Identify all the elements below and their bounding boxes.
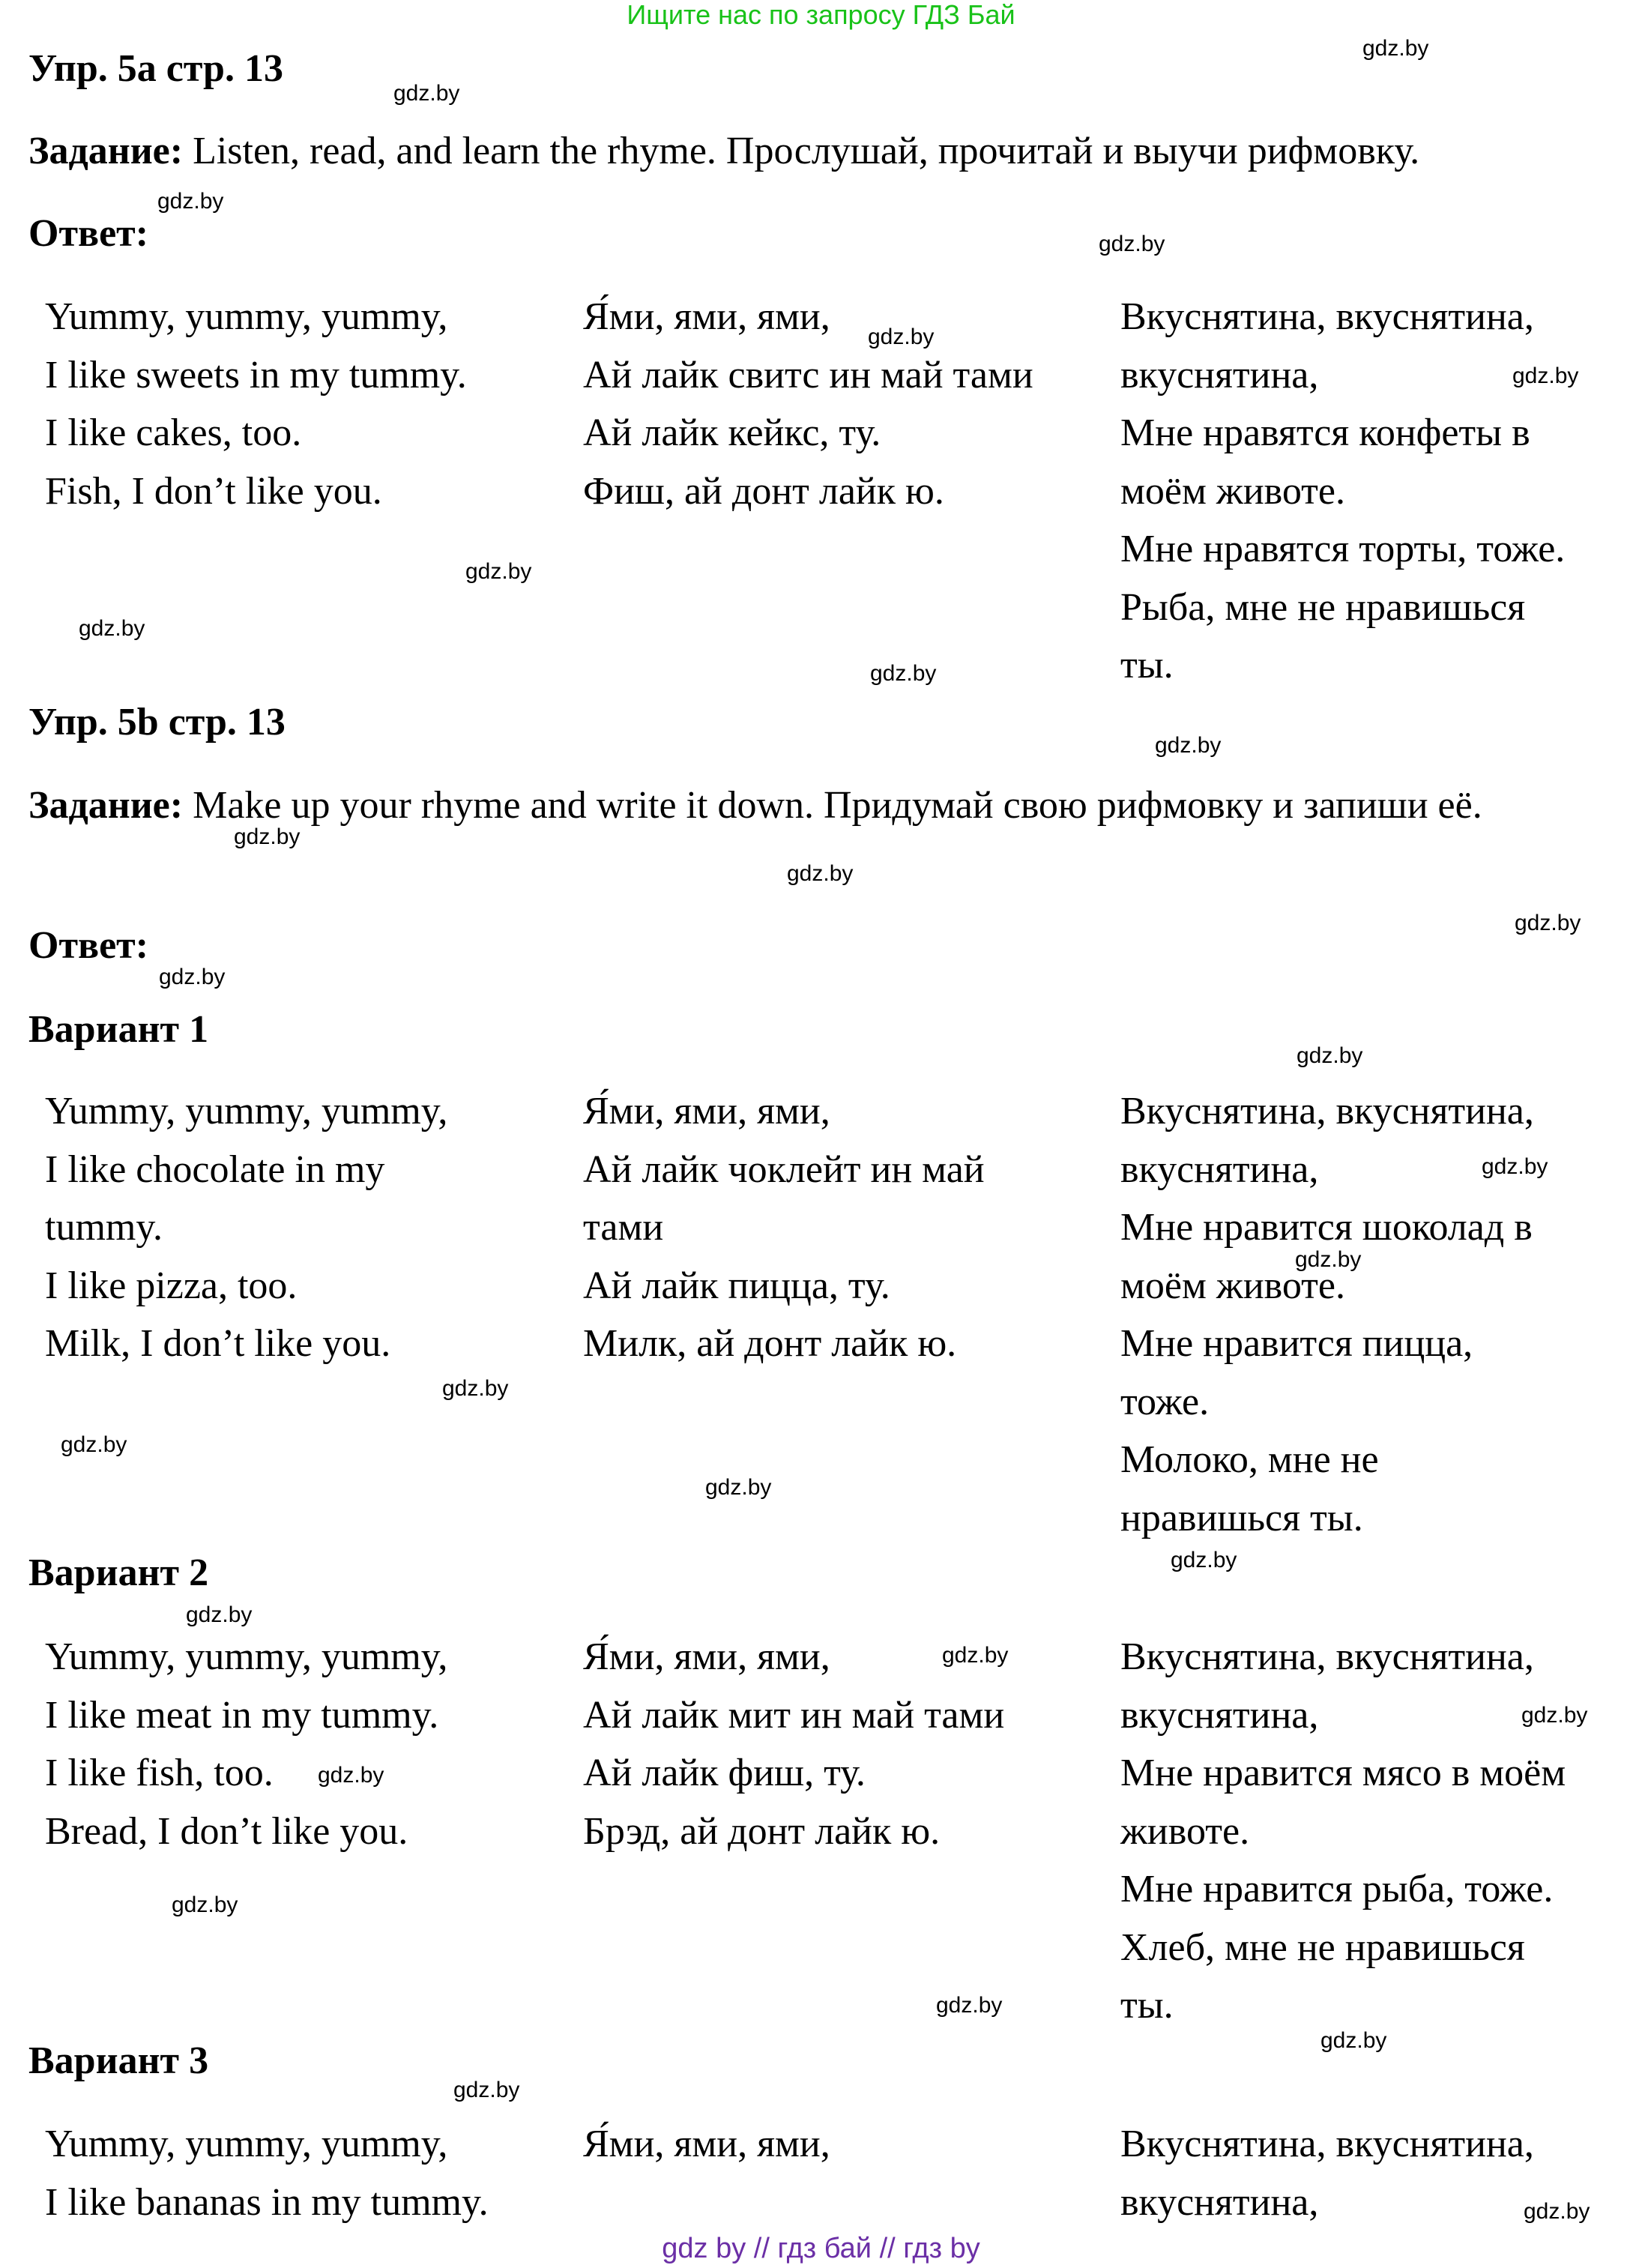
ex5b-answer-label: Ответ: (28, 924, 149, 967)
watermark: gdz.by (465, 559, 532, 584)
ex5b-task-text: Make up your rhyme and write it down. Придумай свою рифмовку и запиши её. (183, 784, 1482, 827)
watermark: gdz.by (870, 661, 937, 686)
english-line: Yummy, yummy, yummy, (45, 2123, 448, 2165)
footer-links[interactable]: gdz by // гдз бай // гдз by (662, 2233, 980, 2264)
watermark: gdz.by (1320, 2028, 1387, 2053)
translation-line: Вкуснятина, вкуснятина, (1120, 1090, 1534, 1133)
watermark: gdz.by (1171, 1548, 1237, 1572)
translation-line: Вкуснятина, вкуснятина, (1120, 295, 1534, 338)
ex5a-answer-label: Ответ: (28, 212, 149, 255)
watermark: gdz.by (787, 861, 854, 886)
variant-2-transcription-column (583, 1628, 1004, 1860)
translation-line: Мне нравится пицца, (1120, 1322, 1473, 1365)
ex5a-heading: Упр. 5a стр. 13 (28, 47, 283, 90)
translation-line: ты. (1120, 644, 1174, 687)
variant-1-translation-column (1120, 1082, 1534, 1547)
variant-2-translation-column (1120, 1628, 1566, 2035)
translation-line: Мне нравится мясо в моём (1120, 1752, 1566, 1794)
watermark: gdz.by (936, 1993, 1003, 2018)
watermark: gdz.by (234, 824, 301, 849)
ex5b-heading: Упр. 5b стр. 13 (28, 701, 286, 744)
english-line: I like cakes, too. (45, 411, 302, 454)
translation-line: Рыба, мне не нравишься (1120, 585, 1526, 629)
translation-line: Молоко, мне не (1120, 1438, 1379, 1481)
translation-line: Вкуснятина, вкуснятина, (1120, 1635, 1534, 1678)
variant-3-title: Вариант 3 (28, 2039, 209, 2082)
translation-line: животе. (1120, 1809, 1250, 1853)
english-line: Fish, I don’t like you. (45, 469, 382, 513)
translation-line: нравишься ты. (1120, 1496, 1363, 1539)
transcription-line: Ай лайк кейкс, ту. (583, 411, 881, 454)
translation-line: Мне нравится шоколад в (1120, 1206, 1533, 1249)
variant-2-english-column (45, 1628, 447, 1860)
watermark: gdz.by (172, 1892, 238, 1917)
transcription-line: Ай лайк чоклейт ин май (583, 1147, 985, 1191)
ex5a-english-column (45, 288, 467, 520)
ex5a-task (28, 122, 1640, 181)
english-line: Bread, I don’t like you. (45, 1809, 408, 1853)
variant-1-english-column (45, 1082, 447, 1373)
english-line: Milk, I don’t like you. (45, 1322, 391, 1365)
transcription-line: тами (583, 1206, 664, 1249)
watermark: gdz.by (159, 965, 226, 989)
transcription-line: Брэд, ай донт лайк ю. (583, 1809, 941, 1853)
ex5a-task-text: Listen, read, and learn the rhyme. Прослушай, прочитай и выучи рифмовку. (183, 130, 1420, 172)
watermark: gdz.by (1155, 733, 1222, 758)
transcription-line: Ай лайк пицца, ту. (583, 1264, 890, 1307)
variant-3-transcription-column (583, 2115, 830, 2174)
watermark: gdz.by (79, 616, 145, 641)
translation-line: Мне нравятся торты, тоже. (1120, 528, 1566, 570)
watermark: gdz.by (1295, 1247, 1362, 1272)
english-line: tummy. (45, 1206, 163, 1249)
translation-line: моём животе. (1120, 469, 1345, 513)
english-line: I like pizza, too. (45, 1264, 298, 1307)
english-line: I like sweets in my tummy. (45, 353, 467, 396)
translation-line: Хлеб, мне не нравишься (1120, 1925, 1525, 1969)
ex5a-transcription-column (583, 288, 1033, 520)
ex5b-task-label: Задание: (28, 784, 184, 827)
translation-line: вкуснятина, (1120, 1147, 1319, 1191)
english-line: Yummy, yummy, yummy, (45, 1090, 448, 1133)
watermark: gdz.by (868, 325, 935, 349)
watermark: gdz.by (1362, 36, 1429, 61)
translation-line: вкуснятина, (1120, 1693, 1319, 1737)
english-line: Yummy, yummy, yummy, (45, 295, 448, 338)
translation-line: Вкуснятина, вкуснятина, (1120, 2123, 1534, 2165)
variant-3-translation-column (1120, 2115, 1534, 2231)
watermark: gdz.by (705, 1475, 772, 1500)
watermark: gdz.by (442, 1376, 509, 1401)
watermark: gdz.by (318, 1763, 384, 1788)
transcription-line: Я́ми, ями, ями, (583, 1090, 830, 1133)
english-line: I like chocolate in my (45, 1147, 385, 1191)
transcription-line: Ай лайк мит ин май тами (583, 1693, 1005, 1737)
watermark: gdz.by (393, 81, 460, 106)
english-line: I like meat in my tummy. (45, 1693, 439, 1737)
translation-line: вкуснятина, (1120, 2180, 1319, 2224)
transcription-line: Ай лайк свитс ин май тами (583, 353, 1033, 396)
variant-2-title: Вариант 2 (28, 1551, 209, 1594)
translation-line: Мне нравится рыба, тоже. (1120, 1868, 1554, 1910)
transcription-line: Милк, ай донт лайк ю. (583, 1322, 957, 1365)
transcription-line: Я́ми, ями, ями, (583, 1635, 830, 1678)
watermark: gdz.by (1512, 364, 1579, 388)
ex5a-translation-column (1120, 288, 1565, 695)
search-banner[interactable]: Ищите нас по запросу ГДЗ Бай (627, 0, 1015, 30)
watermark: gdz.by (1482, 1154, 1548, 1179)
translation-line: ты. (1120, 1984, 1174, 2027)
variant-1-transcription-column (583, 1082, 985, 1373)
watermark: gdz.by (1524, 2199, 1590, 2224)
variant-3-english-column (45, 2115, 489, 2231)
translation-line: моём животе. (1120, 1264, 1345, 1307)
transcription-line: Я́ми, ями, ями, (583, 2123, 830, 2165)
english-line: I like fish, too. (45, 1752, 274, 1794)
watermark: gdz.by (1099, 232, 1165, 256)
watermark: gdz.by (61, 1432, 127, 1457)
watermark: gdz.by (453, 2078, 520, 2102)
translation-line: Мне нравятся конфеты в (1120, 411, 1530, 454)
translation-line: тоже. (1120, 1380, 1210, 1423)
english-line: I like bananas in my tummy. (45, 2180, 489, 2224)
watermark: gdz.by (942, 1643, 1009, 1668)
watermark: gdz.by (157, 189, 224, 214)
watermark: gdz.by (1521, 1703, 1588, 1728)
ex5a-task-label: Задание: (28, 130, 184, 172)
watermark: gdz.by (186, 1602, 253, 1627)
watermark: gdz.by (1297, 1043, 1363, 1068)
transcription-line: Я́ми, ями, ями, (583, 295, 830, 338)
variant-1-title: Вариант 1 (28, 1008, 209, 1051)
translation-line: вкуснятина, (1120, 353, 1319, 396)
watermark: gdz.by (1515, 911, 1581, 935)
transcription-line: Фиш, ай донт лайк ю. (583, 469, 944, 513)
transcription-line: Ай лайк фиш, ту. (583, 1752, 866, 1794)
english-line: Yummy, yummy, yummy, (45, 1635, 448, 1678)
